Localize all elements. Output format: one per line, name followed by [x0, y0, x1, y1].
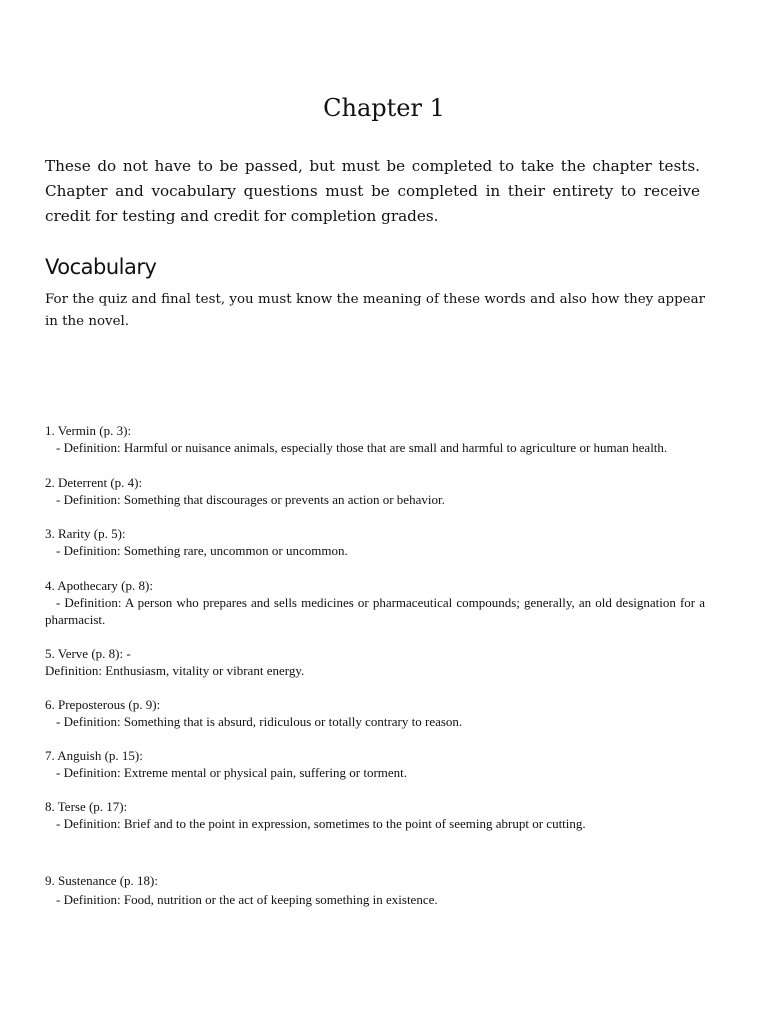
vocab-item: [45, 422, 710, 456]
vocab-item: [45, 577, 710, 628]
vocab-term: 1. Vermin (p. 3):: [45, 423, 132, 438]
vocab-term: 7. Anguish (p. 15):: [45, 748, 143, 763]
vocab-term: 9. Sustenance (p. 18):: [45, 873, 159, 888]
intro-paragraph: These do not have to be passed, but must be completed to take the chapter tests. Chapter and vocabulary questions must be completed in their entirety to receive credit for testing and credit for completion grades.: [45, 157, 700, 225]
vocab-term: 5. Verve (p. 8): -: [45, 646, 131, 661]
vocab-item: [45, 872, 710, 908]
vocab-item: [45, 696, 710, 730]
vocab-item: [45, 645, 710, 679]
vocabulary-description: For the quiz and final test, you must know the meaning of these words and also how they appear in the novel.: [45, 292, 705, 329]
vocabulary-heading: Vocabulary: [45, 255, 157, 279]
vocab-item: [45, 474, 710, 508]
vocab-term: 8. Terse (p. 17):: [45, 799, 128, 814]
vocab-definition: - Definition: Harmful or nuisance animals, especially those that are small and harmful to agriculture or human health.: [56, 440, 668, 455]
vocab-definition: - Definition: Something that discourages or prevents an action or behavior.: [56, 492, 445, 507]
vocab-term: 2. Deterrent (p. 4):: [45, 475, 143, 490]
vocab-definition: Definition: Enthusiasm, vitality or vibrant energy.: [45, 663, 305, 678]
vocab-definition: - Definition: Extreme mental or physical pain, suffering or torment.: [56, 765, 408, 780]
chapter-title: Chapter 1: [323, 94, 445, 122]
vocab-definition: - Definition: Something that is absurd, ridiculous or totally contrary to reason.: [56, 714, 463, 729]
vocab-item: [45, 525, 710, 559]
vocab-term: 4. Apothecary (p. 8):: [45, 578, 153, 593]
vocab-definition: - Definition: Food, nutrition or the act of keeping something in existence.: [56, 892, 438, 907]
vocab-definition: - Definition: Something rare, uncommon or uncommon.: [56, 543, 348, 558]
vocab-term: 6. Preposterous (p. 9):: [45, 697, 161, 712]
vocab-item: [45, 747, 710, 781]
vocab-item: [45, 798, 710, 832]
vocab-definition: - Definition: Brief and to the point in expression, sometimes to the point of seeming abrupt or cutting.: [56, 816, 586, 831]
vocab-term: 3. Rarity (p. 5):: [45, 526, 126, 541]
vocab-definition: - Definition: A person who prepares and sells medicines or pharmaceutical compounds; generally, an old designation for a pharmacist.: [45, 595, 705, 627]
